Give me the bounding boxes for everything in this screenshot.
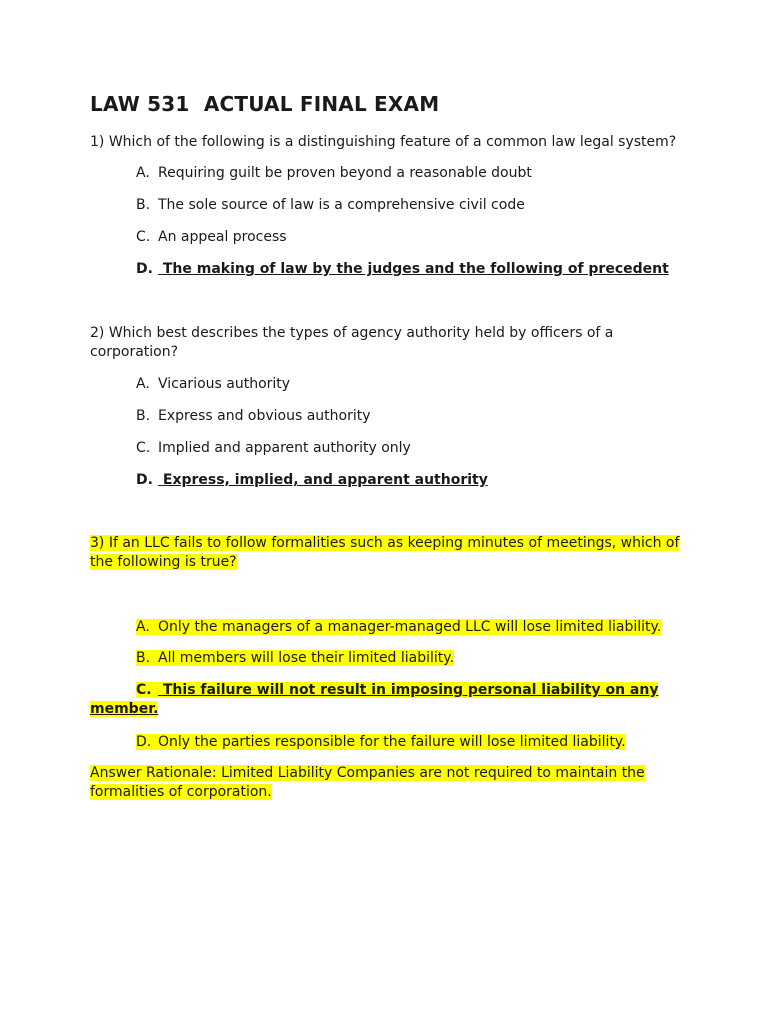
question-3-option-b: B. All members will lose their limited liability. — [136, 650, 455, 666]
question-3-option-c-continuation: member. — [90, 701, 159, 717]
question-2-option-b: B. Express and obvious authority — [136, 408, 371, 424]
question-1-option-d-correct: D. The making of law by the judges and the following of precedent — [136, 261, 669, 277]
question-1-option-b: B. The sole source of law is a comprehensive civil code — [136, 197, 525, 213]
question-2-text: 2) Which best describes the types of agency authority held by officers of a corporation? — [90, 325, 614, 360]
exam-title: LAW 531 ACTUAL FINAL EXAM — [90, 92, 440, 116]
question-1-option-a: A. Requiring guilt be proven beyond a reasonable doubt — [136, 165, 532, 181]
answer-rationale: Answer Rationale: Limited Liability Companies are not required to maintain the formalities of corporation. — [90, 765, 645, 800]
question-2-option-d-correct: D. Express, implied, and apparent authority — [136, 472, 488, 488]
question-1-option-c: C. An appeal process — [136, 229, 287, 245]
question-1-text: 1) Which of the following is a distinguishing feature of a common law legal system? — [90, 134, 677, 150]
question-3-option-d: D. Only the parties responsible for the failure will lose limited liability. — [136, 734, 626, 750]
question-2-option-a: A. Vicarious authority — [136, 376, 291, 392]
question-3-option-a: A. Only the managers of a manager-managed LLC will lose limited liability. — [136, 619, 662, 635]
question-3-text: 3) If an LLC fails to follow formalities such as keeping minutes of meetings, which of the following is true? — [90, 535, 680, 570]
question-2-option-c: C. Implied and apparent authority only — [136, 440, 411, 456]
question-3-option-c-correct: C. This failure will not result in imposing personal liability on any — [136, 682, 659, 698]
